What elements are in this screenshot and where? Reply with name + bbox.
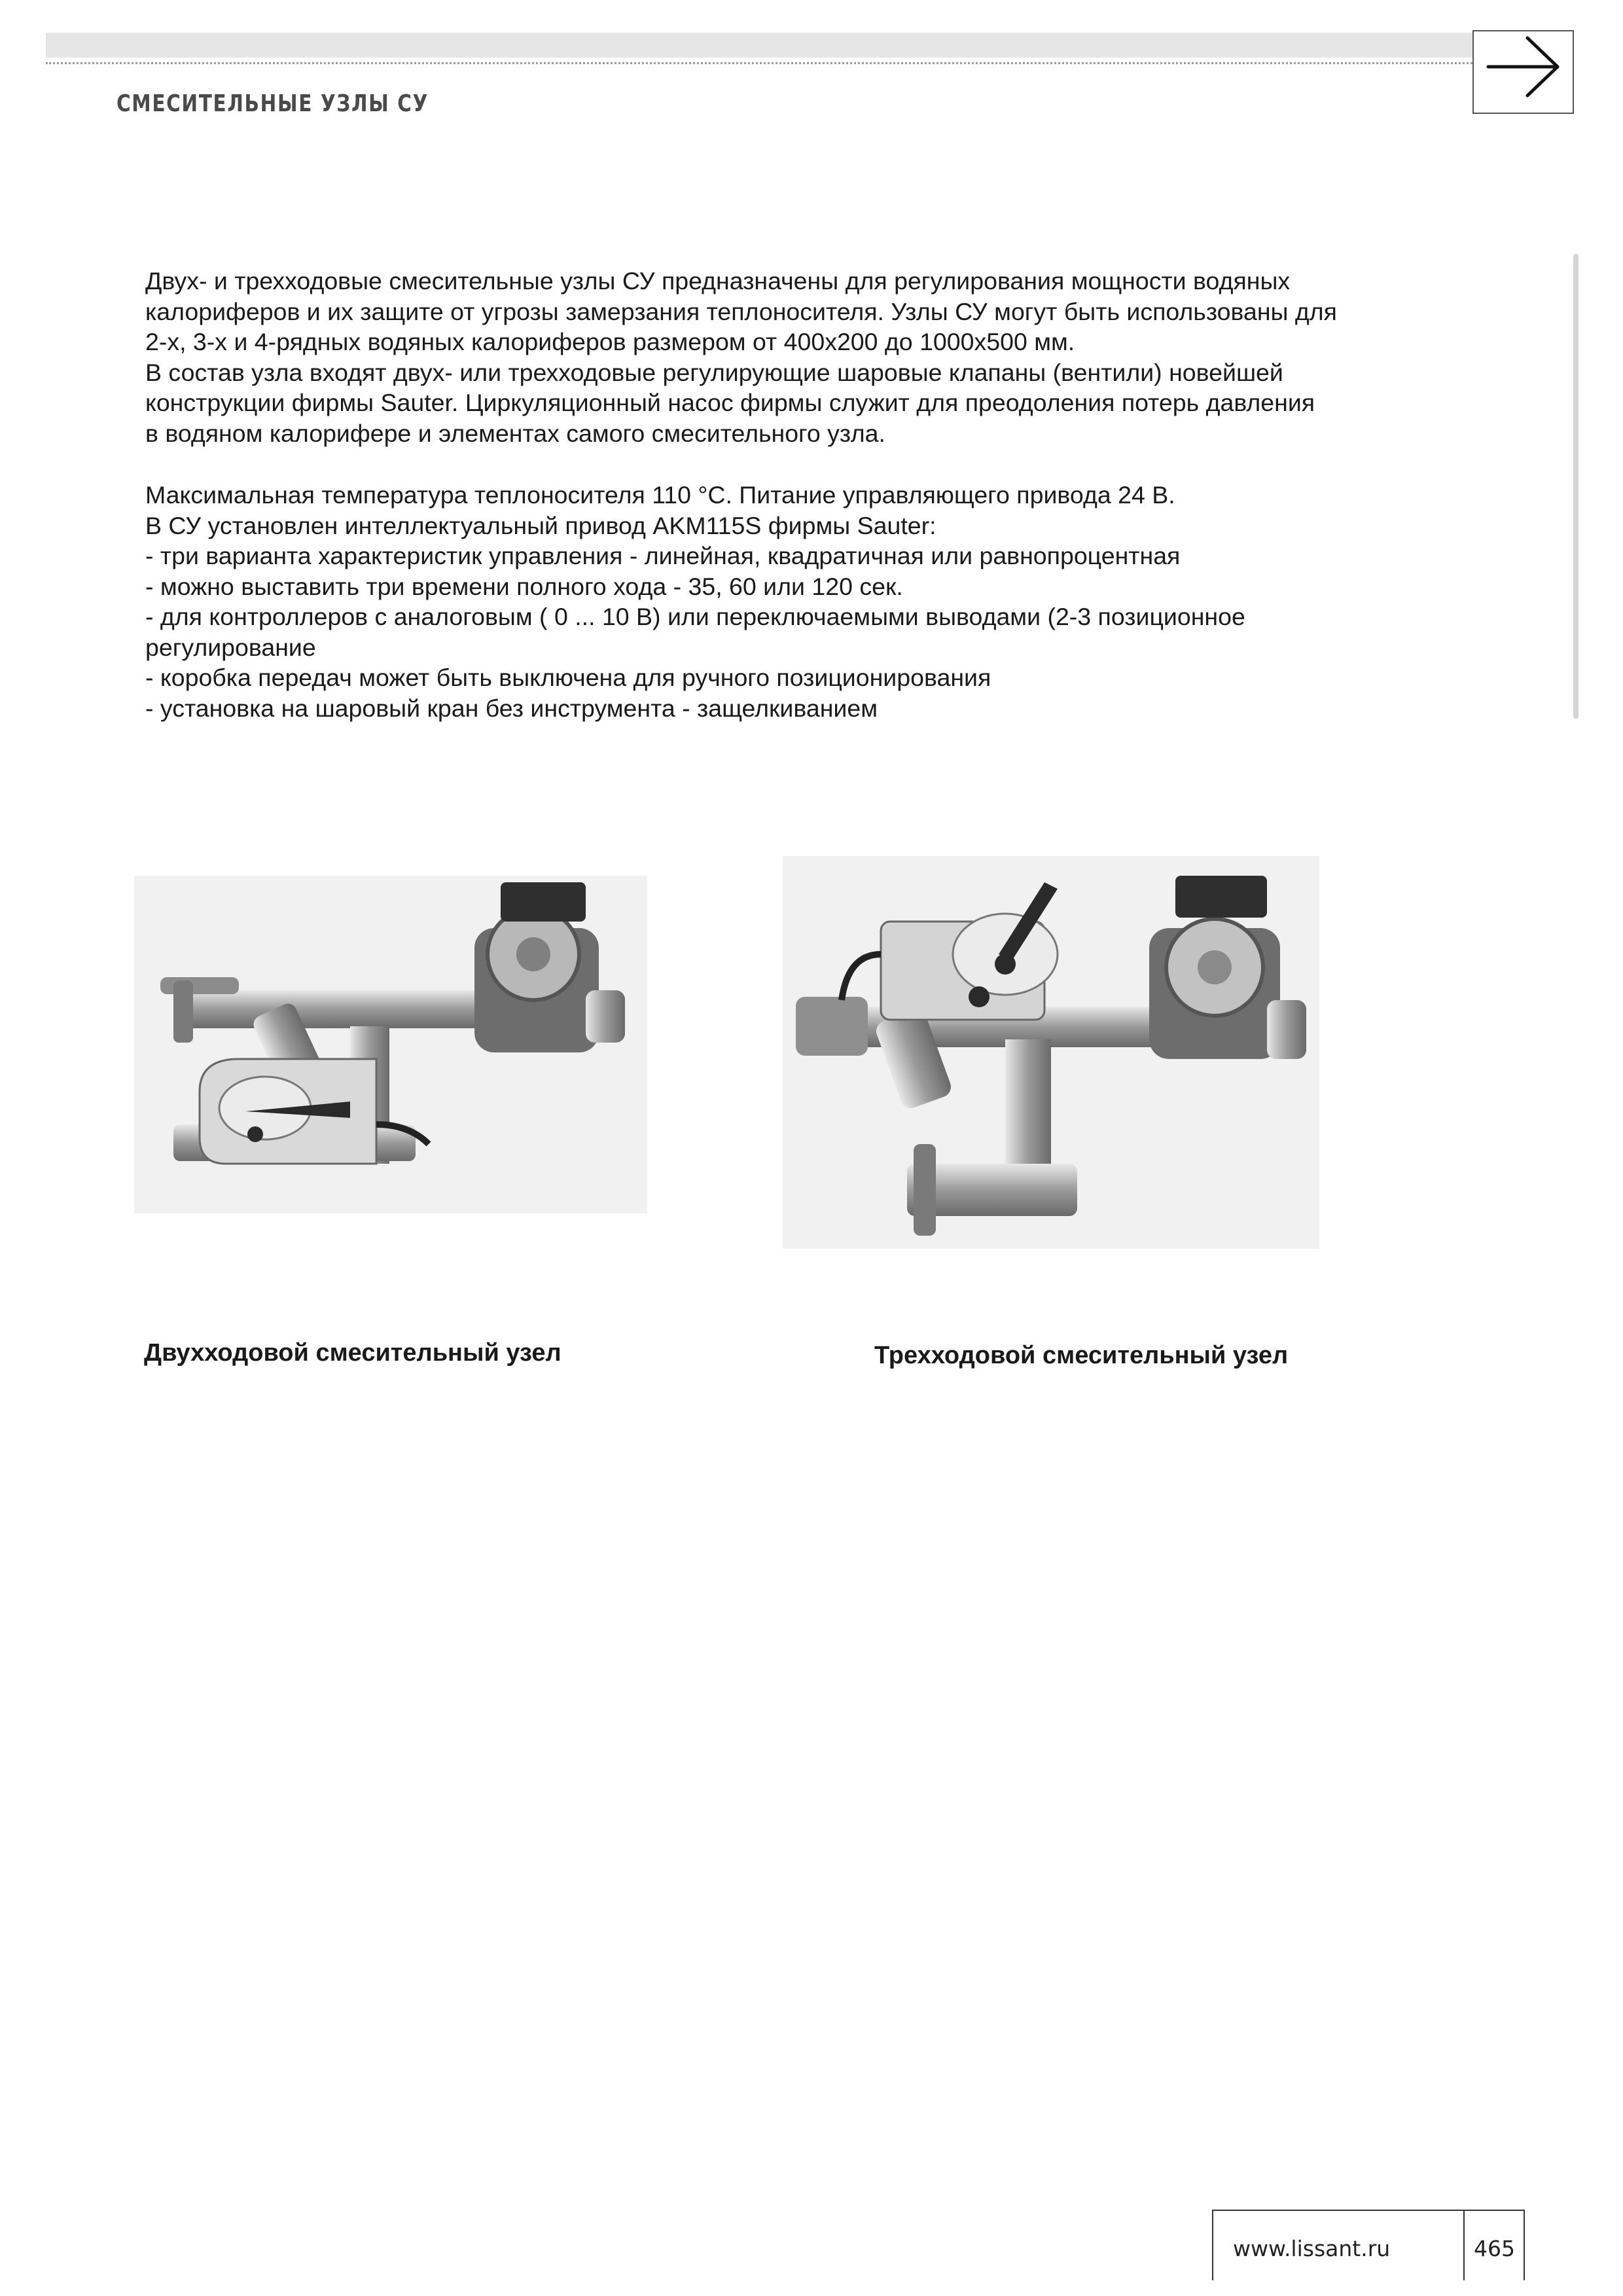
text-line: - установка на шаровый кран без инструмента - защелкиванием: [145, 694, 878, 722]
text-line: конструкции фирмы Sauter. Циркуляционный насос фирмы служит для преодоления потерь давления: [145, 389, 1315, 416]
text-line: - три варианта характеристик управления - линейная, квадратичная или равнопроцентная: [145, 542, 1181, 569]
text-line: - для контроллеров с аналоговым ( 0 ... 10 В) или переключаемыми выводами (2-3 позиционное: [145, 603, 1245, 630]
figure-caption-three-way: Трехходовой смесительный узел: [874, 1342, 1289, 1369]
text-line: - коробка передач может быть выключена для ручного позиционирования: [145, 664, 991, 691]
text-line: в водяном калорифере и элементах самого смесительного узла.: [145, 419, 885, 447]
footer-url-link[interactable]: www.lissant.ru: [1233, 2236, 1391, 2261]
scrollbar[interactable]: [1573, 254, 1578, 719]
text-line: В состав узла входят двух- или трехходовые регулирующие шаровые клапаны (вентили) новейшей: [145, 358, 1283, 386]
text-line: Двух- и трехходовые смесительные узлы СУ предназначены для регулирования мощности водяных: [145, 267, 1291, 295]
three-way-unit-photo: [783, 856, 1319, 1249]
text-line: - можно выставить три времени полного хода - 35, 60 или 120 сек.: [145, 572, 903, 600]
text-line: 2-х, 3-х и 4-рядных водяных калориферов размером от 400х200 до 1000х500 мм.: [145, 328, 1075, 355]
arrow-right-icon: [1474, 31, 1573, 113]
footer-page-cell: [1463, 2210, 1525, 2280]
text-line: регулирование: [145, 633, 316, 661]
two-way-unit-photo: [134, 876, 647, 1213]
description-text: [145, 266, 1493, 723]
header-band: [46, 33, 1472, 58]
paragraph-gap: [145, 448, 1493, 480]
next-page-button[interactable]: [1472, 30, 1574, 114]
page-number: 465: [1474, 2236, 1515, 2261]
text-line: Максимальная температура теплоносителя 110 °С. Питание управляющего привода 24 В.: [145, 481, 1175, 509]
section-title: СМЕСИТЕЛЬНЫЕ УЗЛЫ СУ: [116, 90, 429, 117]
text-line: калориферов и их защите от угрозы замерзания теплоносителя. Узлы СУ могут быть использованы для: [145, 297, 1337, 325]
footer-url-cell: [1212, 2210, 1463, 2280]
header-dotted-rule: [46, 62, 1472, 64]
text-line: В СУ установлен интеллектуальный привод AKM115S фирмы Sauter:: [145, 511, 936, 539]
figure-caption-two-way: Двухходовой смесительный узел: [144, 1339, 562, 1367]
